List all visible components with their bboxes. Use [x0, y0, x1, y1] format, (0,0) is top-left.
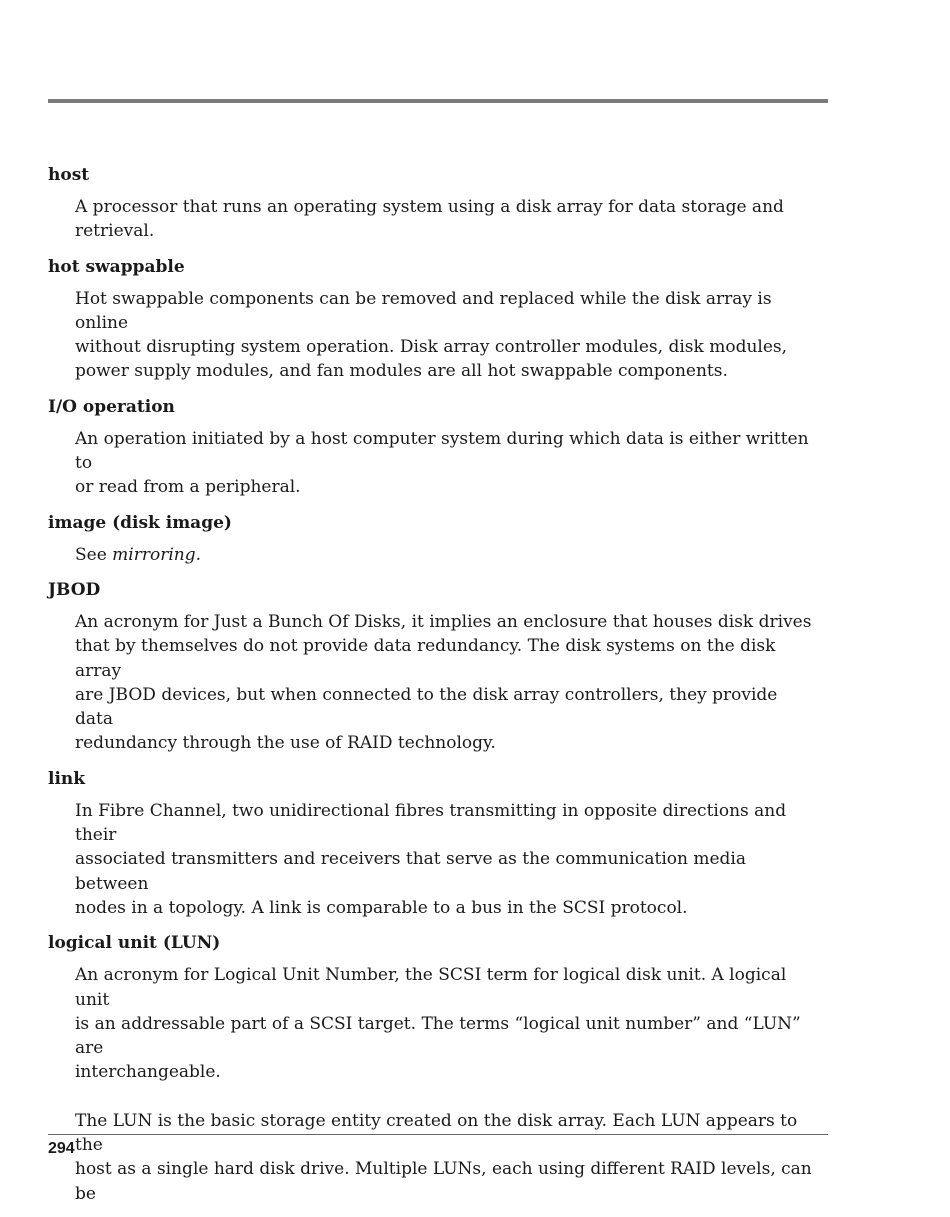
see-prefix: See — [75, 544, 113, 565]
glossary-entry-jbod — [48, 578, 828, 756]
page-number: 294 — [48, 1140, 75, 1157]
glossary-definition — [75, 543, 820, 567]
glossary-entry-logical-unit — [48, 931, 828, 1206]
glossary-term: logical unit (LUN) — [48, 933, 221, 954]
glossary-term: JBOD — [48, 579, 101, 600]
glossary-entry-io-operation — [48, 395, 828, 500]
glossary-definition: In Fibre Channel, two unidirectional fibres transmitting in opposite directions and their associated transmitters and receivers that serve as the communication media between nodes in a topology. A link is comparable to a bus in the SCSI protocol. — [75, 800, 787, 918]
header-rule — [48, 99, 828, 103]
cross-reference-link[interactable]: mirroring. — [112, 544, 202, 565]
glossary-entry-host — [48, 163, 828, 244]
glossary-entry-link — [48, 767, 828, 920]
glossary-term: hot swappable — [48, 256, 185, 277]
glossary-term: host — [48, 165, 90, 185]
glossary-definition-continued: The LUN is the basic storage entity created on the disk array. Each LUN appears to the host as a single hard disk drive. Multiple LUNs, each using different RAID levels, can be — [75, 1110, 812, 1204]
glossary-entry-image — [48, 511, 828, 567]
glossary-definition: An acronym for Just a Bunch Of Disks, it implies an enclosure that houses disk drives that by themselves do not provide data redundancy. The disk systems on the disk array are JBOD devices, but when connected to the disk array controllers, they provide data redundancy through the use of RAID technology. — [75, 611, 812, 754]
glossary-definition: A processor that runs an operating system using a disk array for data storage and retrieval. — [75, 197, 784, 242]
glossary-definition: An operation initiated by a host computer system during which data is either written to or read from a peripheral. — [75, 428, 809, 498]
footer-rule — [48, 1134, 828, 1135]
glossary-term: image (disk image) — [48, 512, 232, 533]
glossary-list — [48, 163, 828, 1217]
glossary-definition: An acronym for Logical Unit Number, the SCSI term for logical disk unit. A logical unit is an addressable part of a SCSI target. The terms “logical unit number” and “LUN” are interchangeable. — [75, 965, 801, 1083]
glossary-term: link — [48, 768, 86, 789]
glossary-definition: Hot swappable components can be removed and replaced while the disk array is online without disrupting system operation. Disk array controller modules, disk modules, power supply modules, and fan modules are all hot swappable components. — [75, 288, 788, 382]
glossary-entry-hot-swappable — [48, 255, 828, 384]
glossary-term: I/O operation — [48, 396, 175, 417]
